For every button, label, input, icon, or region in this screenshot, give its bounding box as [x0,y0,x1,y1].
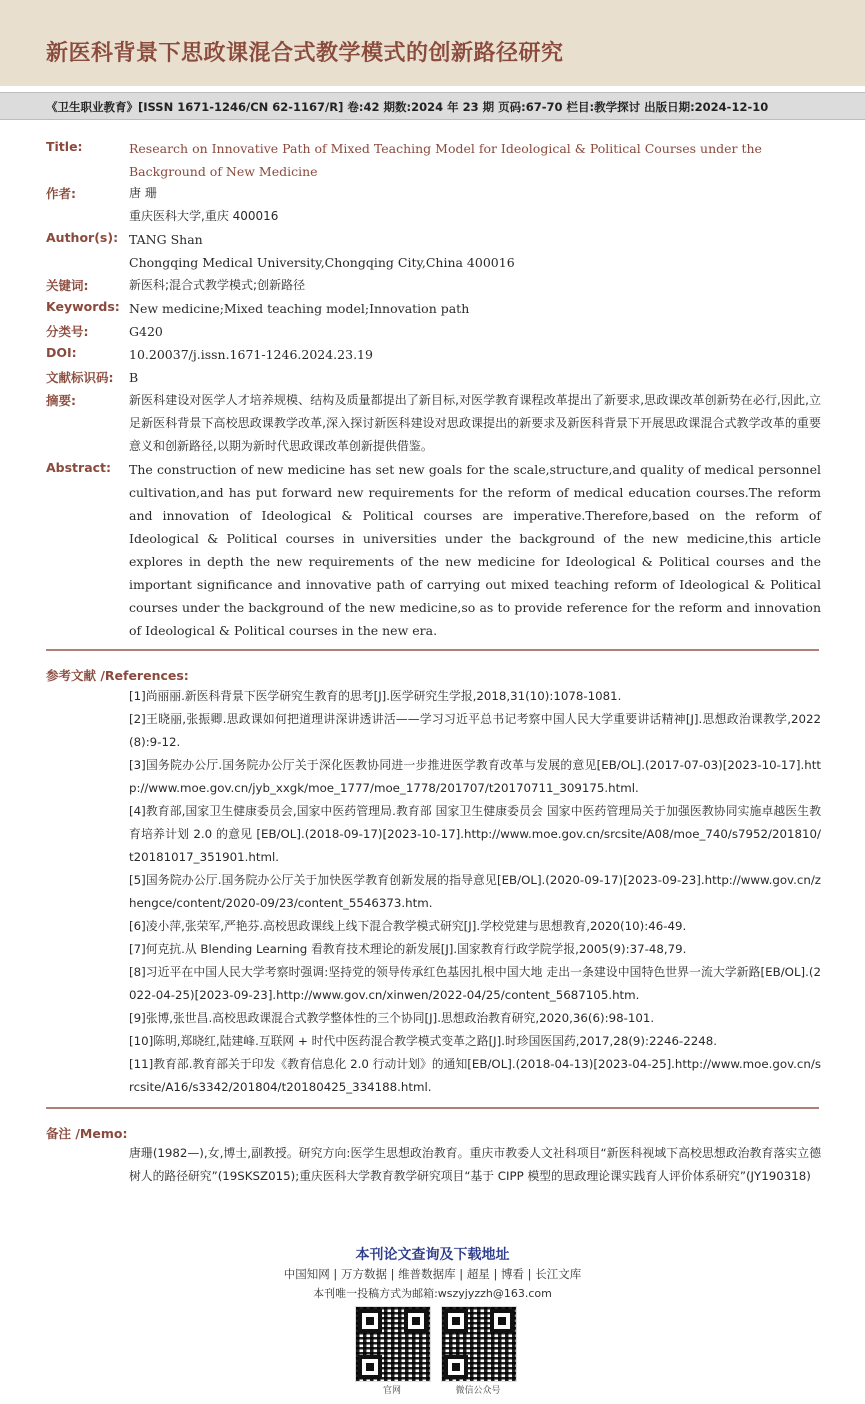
reference-item: [2]王晓丽,张振卿.思政课如何把道理讲深讲透讲活——学习习近平总书记考察中国人民大学重要讲话精神[J].思想政治课教学,2022(8):9-12. [129,712,821,749]
footer-email: 本刊唯一投稿方式为邮箱:wszyjyzzh@163.com [313,1287,552,1300]
journal-info-bar [0,92,865,120]
affiliation-cn: 重庆医科大学,重庆 400016 [129,209,279,223]
reference-item: [4]教育部,国家卫生健康委员会,国家中医药管理局.教育部 国家卫生健康委员会 国家中医药管理局关于加强医教协同实施卓越医生教育培养计划 2.0 的意见 [EB/OL].(2018-09-17)[2023-10-17].http://www.moe.gov.cn/srcsite/A08/moe_740/s7952/201810/t20181017_351901.html. [129,804,821,864]
doi-value: 10.20037/j.issn.1671-1246.2024.23.19 [129,347,373,362]
references-label: 参考文献 /References: [46,668,189,683]
website-qr-code-icon[interactable] [355,1306,431,1382]
author-en: TANG Shan [129,232,203,247]
journal-info-text: 《卫生职业教育》[ISSN 1671-1246/CN 62-1167/R] 卷:42 期数:2024 年 23 期 页码:67-70 栏目:教学探讨 出版日期:2024-12-10 [46,100,769,114]
footer-databases: 中国知网 | 万方数据 | 维普数据库 | 超星 | 博看 | 长江文库 [283,1267,582,1281]
references-list [129,685,821,1099]
author-cn: 唐 珊 [129,186,157,200]
wechat-qr-caption: 微信公众号 [455,1386,501,1396]
keywords-en-label: Keywords: [46,299,120,314]
reference-item: [3]国务院办公厅.国务院办公厅关于深化医教协同进一步推进医学教育改革与发展的意见[EB/OL].(2017-07-03)[2023-10-17].http://www.moe.gov.cn/jyb_xxgk/moe_1777/moe_1778/201707/t20170711_309175.html. [129,758,821,795]
author-cn-label: 作者: [46,186,76,201]
memo-text: 唐珊(1982—),女,博士,副教授。研究方向:医学生思想政治教育。重庆市教委人文社科项目“新医科视域下高校思想政治教育落实立德树人的路径研究”(19SKSZ015);重庆医科大学教育教学研究项目“基于 CIPP 模型的思政理论课实践育人评价体系研究”(JY190318) [129,1146,821,1183]
reference-item: [6]凌小萍,张荣军,严艳芬.高校思政课线上线下混合教学模式研究[J].学校党建与思想教育,2020(10):46-49. [129,919,687,933]
page-title: 新医科背景下思政课混合式教学模式的创新路径研究 [46,41,564,66]
reference-item: [5]国务院办公厅.国务院办公厅关于加快医学教育创新发展的指导意见[EB/OL].(2020-09-17)[2023-09-23].http://www.gov.cn/zhengce/content/2020-09/23/content_5546373.htm. [129,873,821,910]
footer-title: 本刊论文查询及下载地址 [355,1247,510,1263]
doc-code-label: 文献标识码: [46,370,114,385]
title-en: Research on Innovative Path of Mixed Teaching Model for Ideological & Political Courses under the Background of New Medicine [129,141,762,179]
reference-item: [1]尚丽丽.新医科背景下医学研究生教育的思考[J].医学研究生学报,2018,31(10):1078-1081. [129,689,622,703]
reference-item: [10]陈明,郑晓红,陆建峰.互联网 + 时代中医药混合教学模式变革之路[J].时珍国医国药,2017,28(9):2246-2248. [129,1034,718,1048]
abstract-cn: 新医科建设对医学人才培养规模、结构及质量都提出了新目标,对医学教育课程改革提出了新要求,思政课改革创新势在必行,因此,立足新医科背景下高校思政课教学改革,深入探讨新医科建设对思政课提出的新要求及新医科背景下开展思政课混合式教学改革的重要意义和创新路径,以期为新时代思政课改革创新提供借鉴。 [129,393,821,453]
website-qr-caption: 官网 [382,1386,401,1396]
references-divider [46,649,819,651]
affiliation-en: Chongqing Medical University,Chongqing City,China 400016 [129,255,515,270]
doi-label: DOI: [46,345,77,360]
abstract-cn-label: 摘要: [46,393,76,408]
doc-code: B [129,370,139,385]
wechat-qr-code-icon[interactable] [441,1306,517,1382]
keywords-en: New medicine;Mixed teaching model;Innovation path [129,301,470,316]
keywords-cn: 新医科;混合式教学模式;创新路径 [129,278,306,292]
reference-item: [8]习近平在中国人民大学考察时强调:坚持党的领导传承红色基因扎根中国大地 走出一条建设中国特色世界一流大学新路[EB/OL].(2022-04-25)[2023-09-23].http://www.gov.cn/xinwen/2022-04/25/content_5687105.htm. [129,965,821,1002]
classification: G420 [129,324,163,339]
reference-item: [11]教育部.教育部关于印发《教育信息化 2.0 行动计划》的通知[EB/OL].(2018-04-13)[2023-04-25].http://www.moe.gov.cn/srcsite/A16/s3342/201804/t20180425_334188.html. [129,1057,821,1094]
header-band [0,0,865,86]
memo-divider [46,1107,819,1109]
memo-label: 备注 /Memo: [46,1126,128,1141]
reference-item: [7]何克抗.从 Blending Learning 看教育技术理论的新发展[J].国家教育行政学院学报,2005(9):37-48,79. [129,942,687,956]
author-en-label: Author(s): [46,230,119,245]
abstract-en: The construction of new medicine has set new goals for the scale,structure,and quality of medical personnel cultivation,and has put forward new requirements for the reform of medical education courses.The reform and innovation of Ideological & Political courses are imperative.Therefore,based on the reform of Ideological & Political courses in universities under the background of the new medicine,this article explores in depth the new requirements of the new medicine for Ideological & Political courses and the important significance and innovative path of carrying out mixed teaching reform of Ideological & Political courses under the background of the new medicine,so as to provide reference for the reform and innovation of Ideological & Political courses in the new era. [129,462,821,638]
classification-label: 分类号: [46,324,89,339]
reference-item: [9]张博,张世昌.高校思政课混合式教学整体性的三个协同[J].思想政治教育研究,2020,36(6):98-101. [129,1011,655,1025]
title-label: Title: [46,139,83,154]
keywords-cn-label: 关键词: [46,278,89,293]
abstract-en-label: Abstract: [46,460,112,475]
